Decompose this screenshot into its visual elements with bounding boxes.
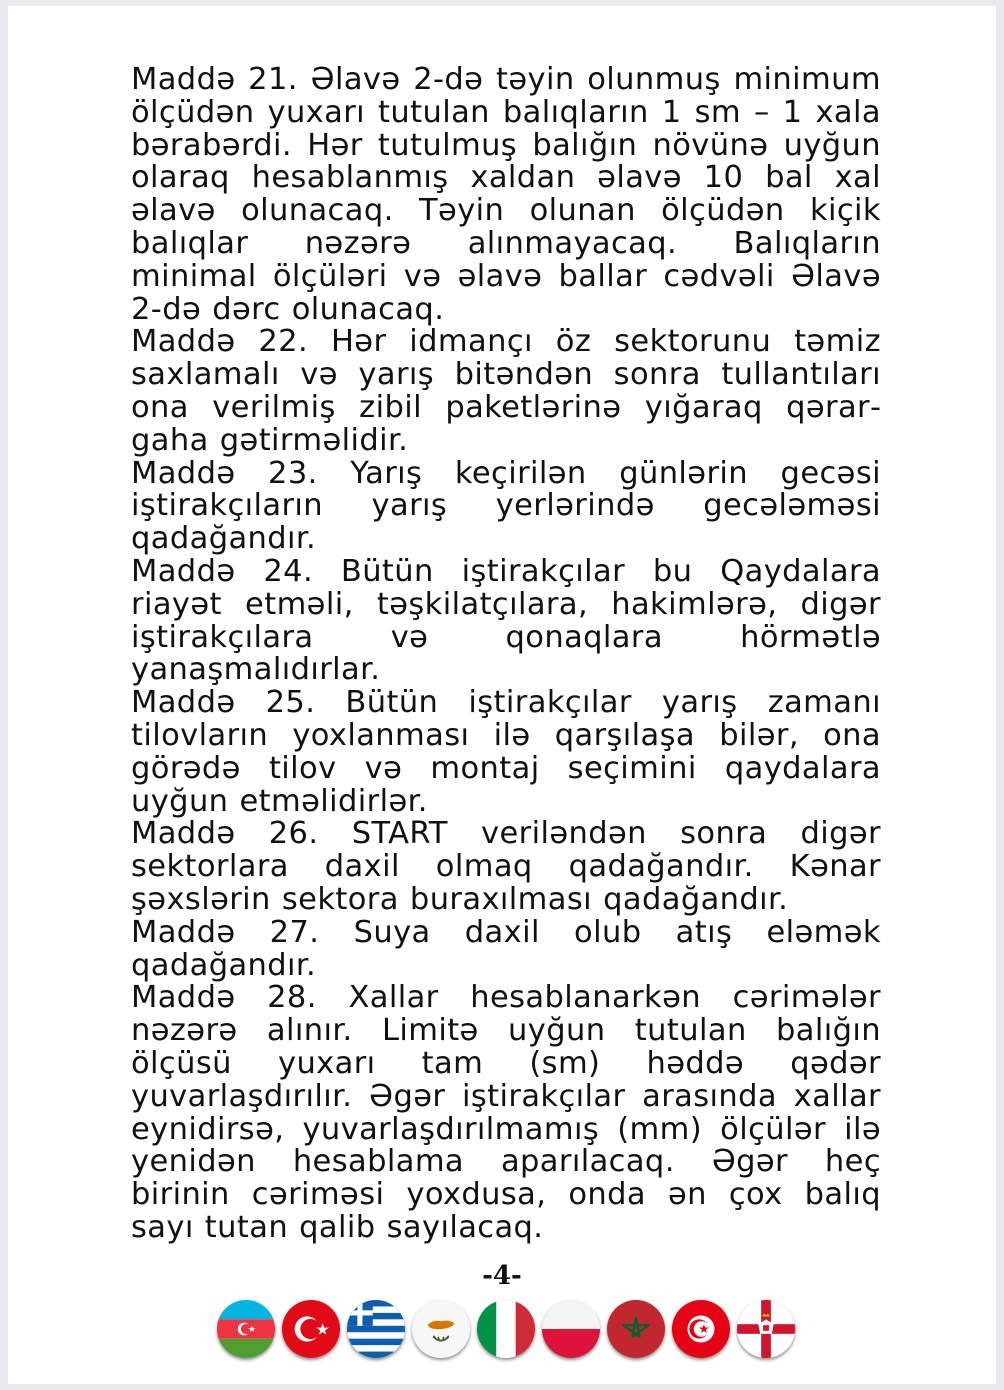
cyprus-flag-icon: [412, 1300, 470, 1358]
article-28: Maddə 28. Xallar hesablanarkən cərimələr nəzərə alınır. Limitə uyğun tutulan balığın ölçüsü yuxarı tam (sm) həddə qədər yuvarlaşdırılır. Əgər iştirakçılar arasında xallar eynidirsə, yuvarlaşdırılmamış (mm) ölçülər ilə yenidən hesablama aparılacaq. Əgər heç birinin cəriməsi yoxdusa, onda ən çox balıq sayı tutan qalib sayılacaq.: [131, 980, 881, 1245]
article-23: Maddə 23. Yarış keçirilən günlərin gecəsi iştirakçıların yarış yerlərində gecələməsi qadağandır.: [131, 455, 881, 557]
tunisia-flag-icon: [672, 1300, 730, 1358]
article-25: Maddə 25. Bütün iştirakçılar yarış zamanı tilovların yoxlanması ilə qarşılaşa bilər, ona görədə tilov və montaj seçimini qaydalara uyğun etməlidirlər.: [131, 685, 881, 819]
article-24: Maddə 24. Bütün iştirakçılar bu Qaydalara riayət etməli, təşkilatçılara, hakimlərə, digər iştirakçılara və qonaqlara hörmətlə yanaşmalıdırlar.: [131, 553, 881, 688]
article-27: Maddə 27. Suya daxil olub atış eləmək qadağandır.: [131, 914, 881, 983]
document-body: [131, 64, 881, 1245]
article-26: Maddə 26. START veriləndən sonra digər sektorlara daxil olmaq qadağandır. Kənar şəxslərin sektora buraxılması qadağandır.: [131, 816, 881, 917]
greece-flag-icon: [347, 1300, 405, 1358]
northern-ireland-flag-icon: [737, 1300, 795, 1358]
italy-flag-icon: [477, 1300, 535, 1358]
flag-row: [0, 1300, 1004, 1358]
article-21: Maddə 21. Əlavə 2-də təyin olunmuş minimum ölçüdən yuxarı tutulan balıqların 1 sm – 1 xala bərabərdi. Hər tutulmuş balığın növünə uyğun olaraq hesablanmış xaldan əlavə 10 bal xal əlavə olunacaq. Təyin olunan ölçüdən kiçik balıqlar nəzərə alınmayacaq. Balıqların minimal ölçüləri və əlavə ballar cədvəli Əlavə 2-də dərc olunacaq.: [131, 62, 881, 327]
morocco-flag-icon: [607, 1300, 665, 1358]
document-page: [8, 6, 996, 1384]
turkey-flag-icon: [282, 1300, 340, 1358]
article-22: Maddə 22. Hər idmançı öz sektorunu təmiz saxlamalı və yarış bitəndən sonra tullantıları ona verilmiş zibil paketlərinə yığaraq qərargaha gətirməlidir.: [131, 324, 881, 458]
azerbaijan-flag-icon: [217, 1300, 275, 1358]
page-number: -4-: [482, 1261, 522, 1291]
poland-flag-icon: [542, 1300, 600, 1358]
